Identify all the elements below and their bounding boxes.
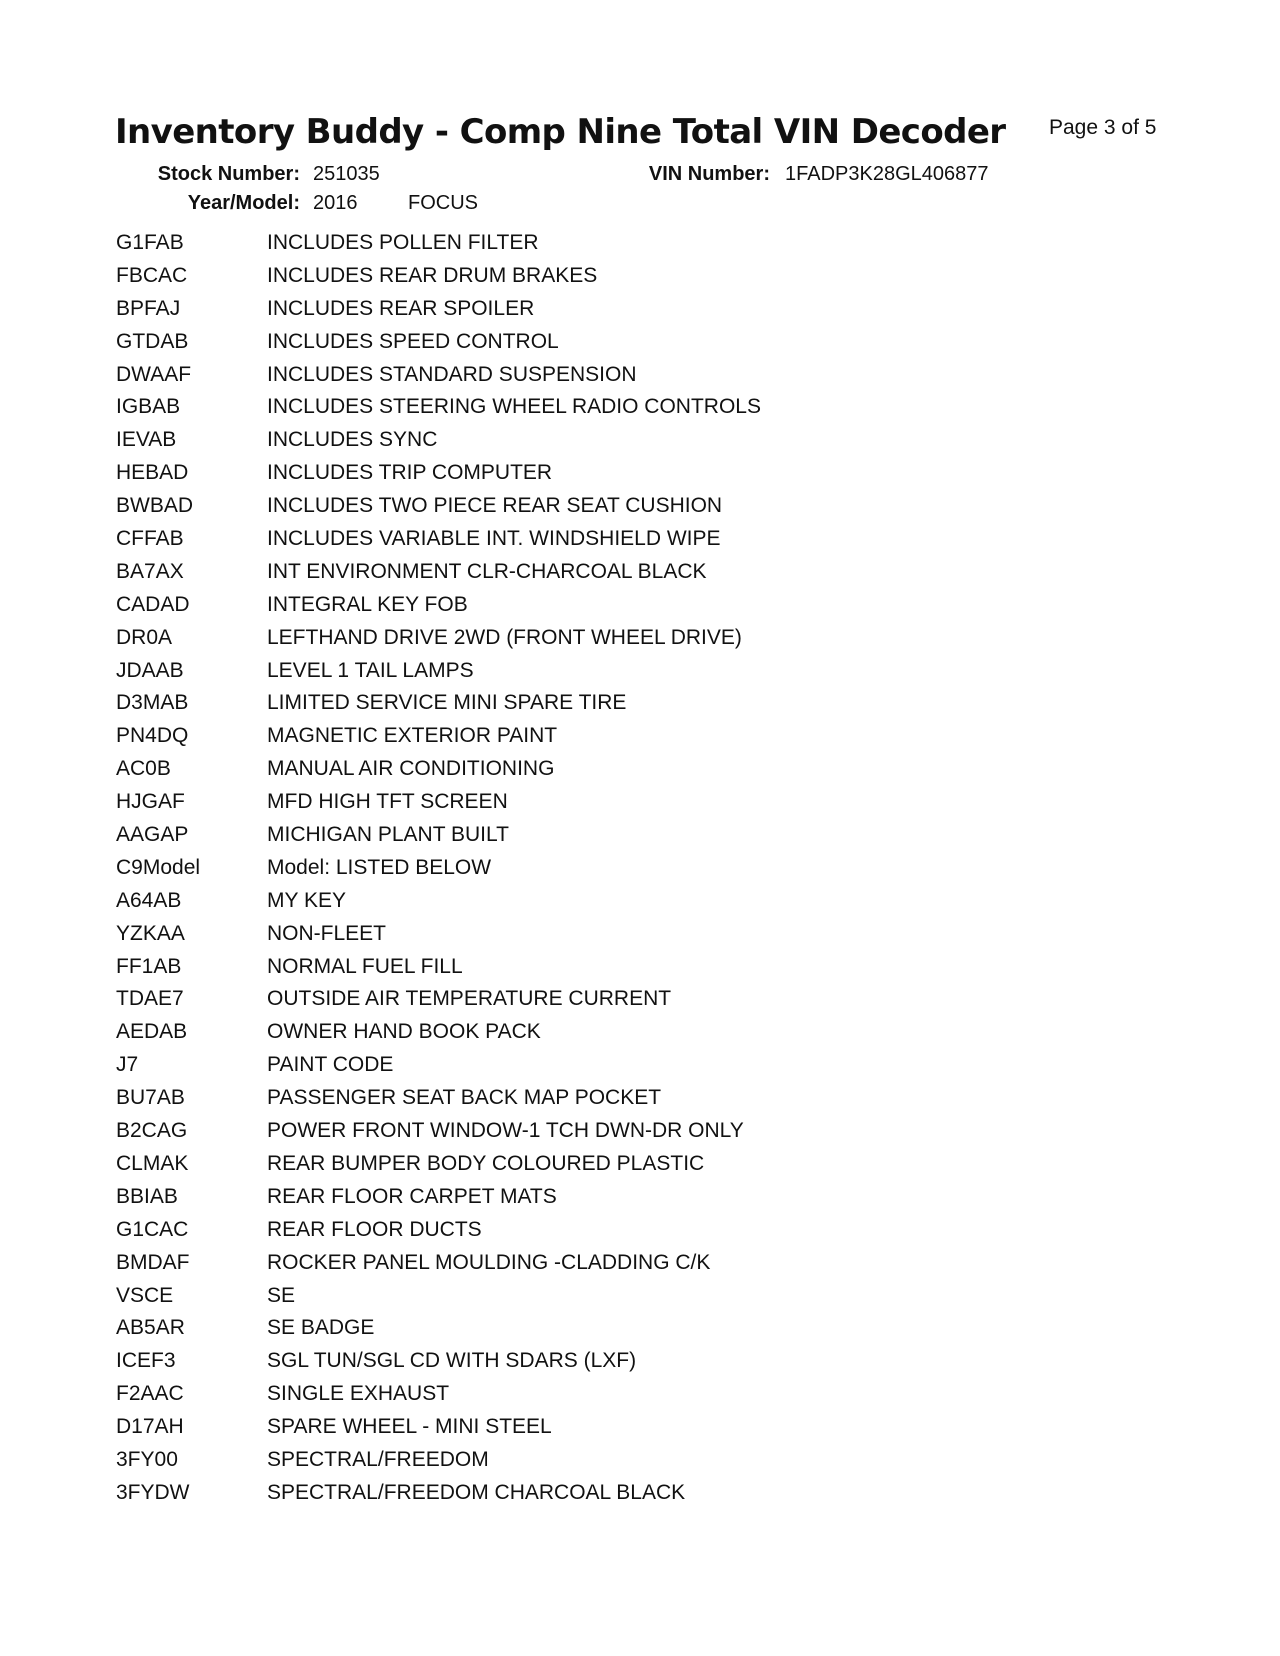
list-item <box>116 263 761 296</box>
list-item <box>116 1283 761 1316</box>
option-description: LEFTHAND DRIVE 2WD (FRONT WHEEL DRIVE) <box>267 625 742 649</box>
option-description: INTEGRAL KEY FOB <box>267 592 468 616</box>
vin-number-label: VIN Number: <box>648 163 770 185</box>
list-item <box>116 789 761 822</box>
list-item <box>116 1118 761 1151</box>
option-code: CADAD <box>116 592 190 616</box>
option-code: BPFAJ <box>116 296 181 320</box>
list-item <box>116 592 761 625</box>
option-description: INCLUDES SPEED CONTROL <box>267 329 559 353</box>
option-code: IGBAB <box>116 395 181 419</box>
list-item <box>116 296 761 329</box>
option-code: BA7AX <box>116 559 184 583</box>
list-item <box>116 1052 761 1085</box>
list-item <box>116 986 761 1019</box>
option-code: DWAAF <box>116 362 192 386</box>
year-model-label: Year/Model: <box>187 192 300 214</box>
page-indicator: Page 3 of 5 <box>1049 116 1157 139</box>
option-description: INCLUDES REAR DRUM BRAKES <box>267 263 598 287</box>
option-description: NORMAL FUEL FILL <box>267 954 463 978</box>
option-description: INCLUDES VARIABLE INT. WINDSHIELD WIPE <box>267 527 721 551</box>
list-item <box>116 1447 761 1480</box>
option-code: 3FYDW <box>116 1480 190 1504</box>
option-code: A64AB <box>116 888 182 912</box>
list-item <box>116 954 761 987</box>
option-code: JDAAB <box>116 658 184 682</box>
option-description: NON-FLEET <box>267 921 387 945</box>
option-description: MFD HIGH TFT SCREEN <box>267 790 508 814</box>
list-item <box>116 329 761 362</box>
option-code: AEDAB <box>116 1020 188 1044</box>
option-description: SPECTRAL/FREEDOM <box>267 1447 489 1471</box>
option-code: G1FAB <box>116 231 184 254</box>
option-code: DR0A <box>116 625 173 649</box>
option-description: SINGLE EXHAUST <box>267 1382 450 1406</box>
option-description: INT ENVIRONMENT CLR-CHARCOAL BLACK <box>267 559 707 583</box>
option-code: FF1AB <box>116 954 182 978</box>
list-item <box>116 855 761 888</box>
option-code: BWBAD <box>116 494 194 518</box>
option-code: HEBAD <box>116 461 189 485</box>
option-code: G1CAC <box>116 1217 189 1241</box>
option-description: PASSENGER SEAT BACK MAP POCKET <box>267 1086 662 1110</box>
year-value: 2016 <box>313 192 358 214</box>
list-item <box>116 888 761 921</box>
option-description: INCLUDES POLLEN FILTER <box>267 231 539 254</box>
option-code: VSCE <box>116 1283 174 1307</box>
list-item <box>116 690 761 723</box>
list-item <box>116 559 761 592</box>
option-code: HJGAF <box>116 790 185 814</box>
option-code: D17AH <box>116 1415 184 1439</box>
list-item <box>116 493 761 526</box>
list-item <box>116 822 761 855</box>
option-code: BBIAB <box>116 1184 178 1208</box>
option-description: INCLUDES STEERING WHEEL RADIO CONTROLS <box>267 395 761 419</box>
option-code: BU7AB <box>116 1086 185 1110</box>
option-description: OUTSIDE AIR TEMPERATURE CURRENT <box>267 987 672 1011</box>
option-code: J7 <box>116 1053 139 1077</box>
option-code: AC0B <box>116 757 171 781</box>
option-description: INCLUDES TRIP COMPUTER <box>267 461 553 485</box>
option-description: Model: LISTED BELOW <box>267 855 492 879</box>
list-item <box>116 625 761 658</box>
list-item <box>116 1348 761 1381</box>
list-item <box>116 230 761 263</box>
stock-number-value: 251035 <box>313 163 380 185</box>
vin-number-value: 1FADP3K28GL406877 <box>785 163 989 185</box>
option-description: SE <box>267 1283 296 1307</box>
option-description: REAR BUMPER BODY COLOURED PLASTIC <box>267 1151 705 1175</box>
option-description: REAR FLOOR CARPET MATS <box>267 1184 557 1208</box>
option-description: INCLUDES SYNC <box>267 428 438 452</box>
option-code: TDAE7 <box>116 987 184 1011</box>
option-code: D3MAB <box>116 691 189 715</box>
option-description: LIMITED SERVICE MINI SPARE TIRE <box>267 691 627 715</box>
option-description: MY KEY <box>267 888 346 912</box>
option-description: POWER FRONT WINDOW-1 TCH DWN-DR ONLY <box>267 1119 744 1143</box>
list-item <box>116 394 761 427</box>
option-description: MAGNETIC EXTERIOR PAINT <box>267 724 558 748</box>
stock-number-label: Stock Number: <box>157 163 300 185</box>
option-description: SPECTRAL/FREEDOM CHARCOAL BLACK <box>267 1480 686 1504</box>
list-item <box>116 921 761 954</box>
option-description: OWNER HAND BOOK PACK <box>267 1020 541 1044</box>
option-description: SGL TUN/SGL CD WITH SDARS (LXF) <box>267 1349 637 1373</box>
list-item <box>116 1315 761 1348</box>
option-code: BMDAF <box>116 1250 190 1274</box>
option-description: INCLUDES TWO PIECE REAR SEAT CUSHION <box>267 494 723 518</box>
list-item <box>116 1480 761 1513</box>
option-description: LEVEL 1 TAIL LAMPS <box>267 658 474 682</box>
option-code: AB5AR <box>116 1316 185 1340</box>
list-item <box>116 1184 761 1217</box>
list-item <box>116 362 761 395</box>
list-item <box>116 1381 761 1414</box>
option-code: FBCAC <box>116 263 188 287</box>
option-code: YZKAA <box>116 921 185 945</box>
option-description: SPARE WHEEL - MINI STEEL <box>267 1415 552 1439</box>
option-code: CLMAK <box>116 1151 189 1175</box>
list-item <box>116 1250 761 1283</box>
option-description: INCLUDES STANDARD SUSPENSION <box>267 362 637 386</box>
option-description: ROCKER PANEL MOULDING -CLADDING C/K <box>267 1250 711 1274</box>
list-item <box>116 460 761 493</box>
option-code: PN4DQ <box>116 724 189 748</box>
list-item <box>116 1151 761 1184</box>
list-item <box>116 723 761 756</box>
option-code: CFFAB <box>116 527 184 551</box>
option-code: C9Model <box>116 855 201 879</box>
list-item <box>116 1414 761 1447</box>
option-description: MANUAL AIR CONDITIONING <box>267 757 555 781</box>
list-item <box>116 756 761 789</box>
option-code-list <box>116 230 761 1513</box>
option-code: F2AAC <box>116 1382 184 1406</box>
option-description: MICHIGAN PLANT BUILT <box>267 823 509 847</box>
option-code: IEVAB <box>116 428 177 452</box>
option-code: B2CAG <box>116 1119 188 1143</box>
option-code: GTDAB <box>116 329 189 353</box>
option-description: PAINT CODE <box>267 1053 394 1077</box>
model-value: FOCUS <box>408 192 478 214</box>
list-item <box>116 1085 761 1118</box>
option-code: 3FY00 <box>116 1447 178 1471</box>
list-item <box>116 427 761 460</box>
list-item <box>116 658 761 691</box>
list-item <box>116 526 761 559</box>
option-description: REAR FLOOR DUCTS <box>267 1217 482 1241</box>
option-code: AAGAP <box>116 823 189 847</box>
option-description: SE BADGE <box>267 1316 375 1340</box>
document-title: Inventory Buddy - Comp Nine Total VIN Decoder <box>115 112 1006 152</box>
option-description: INCLUDES REAR SPOILER <box>267 296 535 320</box>
list-item <box>116 1217 761 1250</box>
option-code: ICEF3 <box>116 1349 176 1373</box>
list-item <box>116 1019 761 1052</box>
